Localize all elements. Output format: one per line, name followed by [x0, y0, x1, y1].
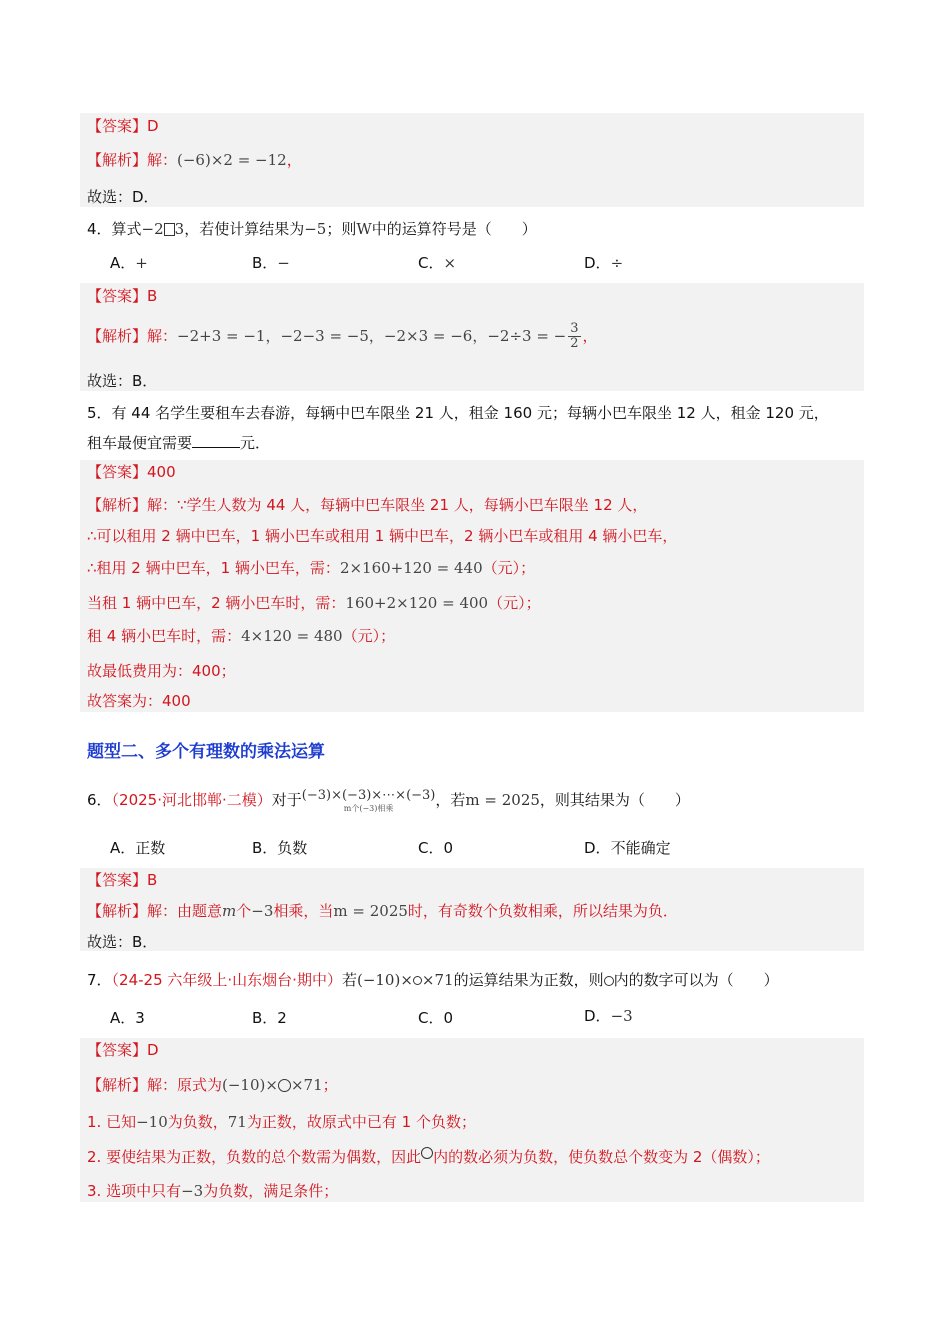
option-label: A． [110, 839, 136, 857]
q7-mid: 若 [341, 971, 357, 989]
line-post: ； [322, 1076, 338, 1094]
option-value: 0 [443, 1009, 454, 1027]
line-post: 内的数必须为负数，使负数总个数变为 2（偶数）； [433, 1148, 770, 1166]
analysis-end: ， [286, 151, 302, 169]
line-pre: 租 4 辆小巴车时，需： [87, 627, 242, 645]
expression-underbrace: m个(−3)相乘 [343, 804, 394, 813]
q4-mid: ，若使计算结果为 [184, 220, 305, 238]
q6-expression [302, 788, 436, 813]
option-label: A． [110, 1009, 136, 1027]
q6-cond: m = 2025 [465, 791, 540, 809]
q6-mid2: ，若 [435, 791, 466, 809]
option-value: × [443, 254, 457, 272]
q7-option-a[interactable] [110, 1008, 145, 1028]
line-math: 4×120 = 480 [241, 627, 343, 645]
line-pre: 2. 要使结果为正数，负数的总个数需为偶数，因此 [87, 1148, 422, 1166]
q7-option-b[interactable] [252, 1008, 287, 1028]
option-value: − [277, 254, 290, 272]
fraction-denominator: 2 [570, 336, 579, 351]
q5-line2-post: 元． [240, 434, 271, 452]
analysis-q4 [87, 319, 598, 353]
analysis-q3 [87, 150, 302, 170]
expression-top: (−3)×(−3)×⋯×(−3) [301, 788, 436, 803]
option-value: 2 [277, 1009, 287, 1027]
answer-q3: 【答案】D [87, 117, 159, 135]
analysis-cond: m = 2025 [333, 902, 408, 920]
q4-symbol: W [356, 220, 372, 238]
line-right: ×71 [290, 1076, 323, 1094]
q4-target: −5 [304, 220, 327, 238]
q7-suffix2: 内的数字可以为（ ） [613, 971, 779, 989]
analysis-q7-line1 [87, 1075, 338, 1095]
line-mid: 为负数， [167, 1113, 228, 1131]
answer-q7: 【答案】D [87, 1041, 159, 1059]
q6-mid: 对于 [271, 791, 302, 809]
analysis-math: (−6)×2 = −12 [177, 151, 287, 169]
analysis-q5-line3 [87, 558, 535, 578]
analysis-q5-line7: 故答案为：400 [87, 692, 191, 710]
line-pre: 3. 选项中只有 [87, 1182, 182, 1200]
q6-option-d[interactable] [584, 838, 671, 858]
option-value: + [135, 254, 148, 272]
q4-prefix: 4．算式 [87, 220, 142, 238]
q7-suffix: 的运算结果为正数，则 [453, 971, 604, 989]
option-value: 0 [443, 839, 454, 857]
option-label: B． [252, 839, 278, 857]
q4-option-c[interactable] [418, 253, 456, 273]
line-post: （元）； [488, 594, 541, 612]
q5-line2-pre: 租车最便宜需要 [87, 434, 193, 452]
q7-prefix: 7． [87, 971, 112, 989]
q7-option-c[interactable] [418, 1008, 453, 1028]
analysis-q6 [87, 901, 678, 921]
answer-q5: 【答案】400 [87, 463, 176, 481]
circle-icon [421, 1147, 433, 1159]
q4-option-d[interactable] [584, 253, 623, 273]
square-icon [164, 223, 175, 236]
line-math: 2×160+120 = 440 [339, 559, 483, 577]
answer-q6: 【答案】B [87, 871, 158, 889]
analysis-mid2: 相乘，当 [273, 902, 334, 920]
question-5-line1: 5．有 44 名学生要租车去春游，每辆中巴车限坐 21 人，租金 160 元；每辆小巴车限坐 12 人，租金 120 元， [87, 404, 829, 422]
q6-source: （2025·河北邯郸·二模） [111, 791, 272, 809]
analysis-m: m [222, 902, 237, 920]
analysis-q7-line2 [87, 1112, 476, 1132]
option-value: 负数 [277, 839, 308, 857]
analysis-mid: 个 [236, 902, 252, 920]
analysis-q5-line6: 故最低费用为：400； [87, 662, 236, 680]
conclusion-q3: 故选：D． [87, 188, 159, 206]
q6-prefix: 6． [87, 791, 112, 809]
question-6 [87, 782, 690, 818]
line-pre: 当租 1 辆中巴车，2 辆小巴车时，需： [87, 594, 346, 612]
line-math: 160+2×120 = 400 [345, 594, 489, 612]
q4-option-b[interactable] [252, 253, 290, 273]
q6-suffix: ，则其结果为（ ） [539, 791, 690, 809]
fraction-numerator: 3 [570, 321, 579, 336]
analysis-label: 【解析】解： [87, 327, 178, 345]
analysis-post: 时，有奇数个负数相乘，所以结果为负． [407, 902, 678, 920]
q4-option-a[interactable] [110, 253, 148, 273]
circle-icon [278, 1079, 291, 1092]
option-label: D． [584, 839, 611, 857]
option-label: B． [252, 254, 278, 272]
option-value: ÷ [610, 254, 624, 272]
answer-q4: 【答案】B [87, 287, 158, 305]
q4-expr-right: 3 [174, 220, 185, 238]
option-value: 正数 [135, 839, 166, 857]
fraction [568, 322, 580, 351]
conclusion-q4: 故选：B． [87, 372, 158, 390]
option-label: A． [110, 254, 136, 272]
analysis-q5-line1: 【解析】解：∵学生人数为 44 人，每辆中巴车限坐 21 人，每辆小巴车限坐 12 人， [87, 496, 648, 514]
question-5-line2 [87, 433, 270, 453]
answer-blank[interactable] [192, 433, 240, 448]
q7-option-d[interactable] [584, 1006, 633, 1026]
q4-suffix: 中的运算符号是（ ） [371, 220, 537, 238]
analysis-q5-line4 [87, 593, 541, 613]
line-post: 为负数，满足条件； [203, 1182, 339, 1200]
option-value: −3 [610, 1007, 633, 1025]
line-pre: ∴租用 2 辆中巴车，1 辆小巴车，需： [87, 559, 340, 577]
line-pre: 【解析】解：原式为 [87, 1076, 223, 1094]
analysis-pre: 【解析】解：由题意 [87, 902, 223, 920]
q7-source: （24-25 六年级上·山东烟台·期中） [111, 971, 342, 989]
q6-option-a[interactable] [110, 838, 165, 858]
option-label: B． [252, 1009, 278, 1027]
q7-expr-left: (−10)× [356, 971, 413, 989]
analysis-q5-line5 [87, 626, 395, 646]
circle-icon [604, 976, 614, 986]
q6-option-c[interactable] [418, 838, 453, 858]
q6-option-b[interactable] [252, 838, 307, 858]
option-label: D． [584, 1007, 611, 1025]
q4-mid2: ；则 [326, 220, 357, 238]
analysis-q5-line2: ∴可以租用 2 辆中巴车，1 辆小巴车或租用 1 辆中巴车，2 辆小巴车或租用 4 辆小巴车， [87, 527, 678, 545]
option-label: C． [418, 839, 444, 857]
analysis-label: 【解析】解： [87, 151, 178, 169]
analysis-math: −2+3 = −1，−2−3 = −5，−2×3 = −6，−2÷3 = − [177, 327, 567, 345]
line-left: (−10)× [222, 1076, 278, 1094]
analysis-end: ， [582, 327, 598, 345]
line-b: 71 [227, 1113, 247, 1131]
q4-expr-left: −2 [141, 220, 164, 238]
analysis-q7-line3 [87, 1147, 770, 1167]
q7-expr-right: ×71 [421, 971, 454, 989]
section-title: 题型二、多个有理数的乘法运算 [87, 742, 325, 762]
line-post: （元）； [342, 627, 396, 645]
analysis-n: −3 [251, 902, 274, 920]
option-label: C． [418, 1009, 444, 1027]
question-7 [87, 970, 779, 990]
line-pre: 1. 已知 [87, 1113, 137, 1131]
option-label: D． [584, 254, 611, 272]
question-4 [87, 219, 537, 239]
conclusion-q6: 故选：B． [87, 933, 158, 951]
line-post: 为正数，故原式中已有 1 个负数； [246, 1113, 476, 1131]
option-value: 不能确定 [610, 839, 671, 857]
circle-icon [413, 976, 422, 985]
option-value: 3 [135, 1009, 145, 1027]
analysis-q7-line4 [87, 1181, 338, 1201]
line-post: （元）； [482, 559, 536, 577]
line-a: −3 [181, 1182, 204, 1200]
line-a: −10 [136, 1113, 168, 1131]
option-label: C． [418, 254, 444, 272]
